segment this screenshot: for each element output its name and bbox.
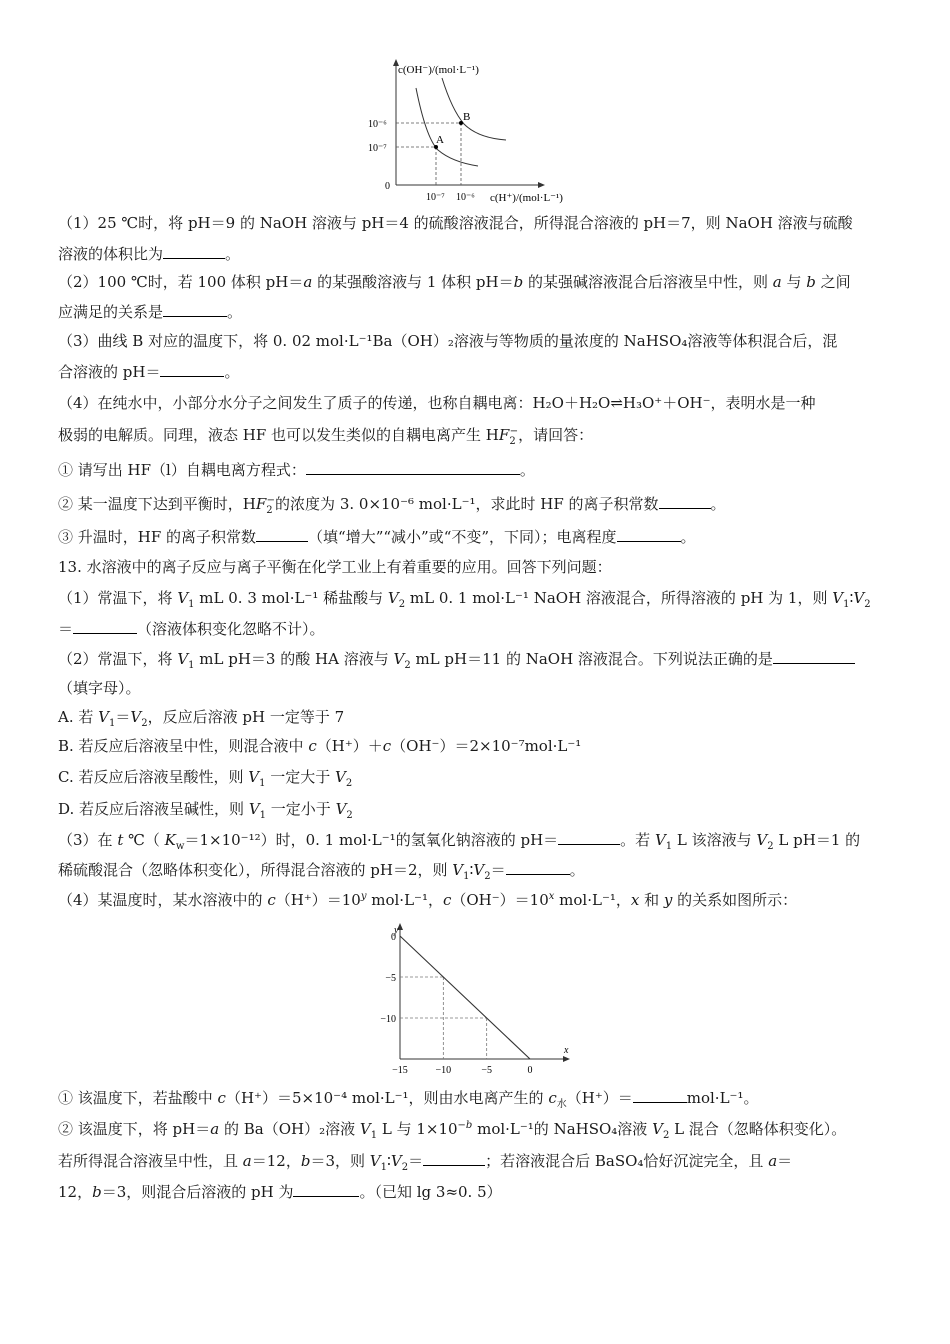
q12-4-sub2: ② 某一温度下达到平衡时，$HF_2^-$的浓度为 3. 0×10⁻⁶ mol·L⁻¹，求此时 HF 的离子积常数 。 [58,492,726,515]
fig1-curve-a [416,88,478,166]
fig1-curve-b [442,78,506,140]
fig2-x-arrow [563,1056,570,1062]
fig1-label-a: A [436,134,444,146]
fig1-x-tick-left: 10⁻⁷ [426,192,445,203]
q12-2-line2: 应满足的关系是 。 [58,300,242,323]
q13-4-line1: （4）某温度时，某水溶液中的 $c(H^+)=10^y$ mol·L⁻¹，$c(OH^-)=10^x$ mol·L⁻¹，x 和 y 的关系如图所示： [58,891,798,909]
fig2-x-axis-label: x [564,1045,569,1056]
fig1-x-axis-label: c(H⁺)/(mol·L⁻¹) [490,192,563,204]
q12-4-line2: 极弱的电解质。同理，液态 HF 也可以发生类似的自耦电离产生 $HF_2^-$，请回答： [58,426,594,447]
q13-option-d: D. 若反应后溶液呈碱性，则 $V_1$ 一定小于 $V_2$ [58,800,353,821]
fig2-x-tick-label: −5 [481,1065,492,1076]
fig1-label-b: B [463,111,471,123]
q13-4-sub1: ① 该温度下，若盐酸中 c（H⁺）＝5×10⁻⁴ mol·L⁻¹，则由水电离产生的 $c_水(H^+)= mol\cdot L^{-1}$。 [58,1086,758,1109]
fig1-origin: 0 [385,181,390,192]
q13-1-line1: （1）常温下，将 $V_1$ mL 0. 3 mol·L⁻¹ 稀盐酸与 $V_2$ mL 0. 1 mol·L⁻¹ NaOH 溶液混合，所得溶液的 pH 为 1，则 $V_1∶V_2$ [58,589,871,610]
q13-2-line1: （2）常温下，将 $V_1$ mL pH＝3 的酸 HA 溶液与 $V_2$ mL pH＝11 的 NaOH 溶液混合。下列说法正确的是 [58,647,855,670]
figure-1-ion-product-curves [360,58,590,206]
fig1-x-arrow [538,182,545,188]
q12-4-sub3: ③ 升温时，HF 的离子积常数 （填“增大”“减小”或“不变”，下同）；电离程度 。 [58,525,696,548]
fig1-y-tick-upper: 10⁻⁶ [368,119,387,130]
fig2-y-axis-label: y [394,925,399,936]
fig2-y-tick-label: 0 [391,932,396,943]
fig1-x-tick-right: 10⁻⁶ [456,192,475,203]
q13-3-line2: 稀硫酸混合（忽略体积变化），所得混合溶液的 pH＝2，则 $V_1∶V_2=$ 。 [58,858,585,881]
q13-option-c: C. 若反应后溶液呈酸性，则 $V_1$ 一定大于 $V_2$ [58,768,353,789]
q13-3-line1: （3）在 t ℃（ $K_w=1\times 10^{-12}$）时，0. 1 mol·L⁻¹的氢氧化钠溶液的 pH＝ 。若 $V_1$ L 该溶液与 $V_2$ L pH＝1 的 [58,828,860,851]
q13-option-b: B. 若反应后溶液呈中性，则混合液中 c（H⁺）＋c（OH⁻）＝2×10⁻⁷mol·L⁻¹ [58,737,582,755]
q13-heading: 13. 水溶液中的离子反应与离子平衡在化学工业上有着重要的应用。回答下列问题： [58,558,612,576]
q12-4-line1: （4）在纯水中，小部分水分子之间发生了质子的传递，也称自耦电离：H₂O＋H₂O⇌H₃O⁺＋OH⁻，表明水是一种 [58,394,816,412]
fig2-x-tick-label: −10 [435,1065,452,1076]
q12-1-line2: 溶液的体积比为 。 [58,242,240,265]
q13-option-a: A. 若 $V_1=V_2$，反应后溶液 pH 一定等于 7 [58,708,345,729]
q13-4-sub2-line3: 12，b＝3，则混合后溶液的 pH 为 。（已知 lg 3≈0. 5） [58,1180,502,1203]
fig2-data-line [400,936,530,1059]
q13-1-line2: ＝ （溶液体积变化忽略不计）。 [58,617,325,640]
fig2-x-tick-label: −15 [392,1065,408,1076]
fig2-y-tick-label: −10 [380,1014,396,1025]
figure-2-x-y-relation [370,922,580,1077]
q12-4-sub1: ① 请写出 HF（l）自耦电离方程式： 。 [58,458,535,481]
q13-2-line2: （填字母）。 [58,679,141,697]
q13-4-sub2: ② 该温度下，将 pH＝a 的 Ba（OH）₂溶液 $V_1$ L 与 $1\times 10^{-b}$ mol·L⁻¹的 NaHSO₄溶液 $V_2$ L 混合（忽略体积变化）。 [58,1120,847,1141]
fig1-y-tick-lower: 10⁻⁷ [368,143,387,154]
q13-4-sub2-line2: 若所得混合溶液呈中性，且 a＝12，b＝3，则 $V_1∶V_2=$ ；若溶液混合后 BaSO₄恰好沉淀完全，且 a＝ [58,1149,792,1172]
fig2-y-tick-label: −5 [385,973,396,984]
fig1-y-axis-label: c(OH⁻)/(mol·L⁻¹) [398,64,479,76]
q12-2-line1: （2）100 ℃时，若 100 体积 pH＝a 的某强酸溶液与 1 体积 pH＝b 的某强碱溶液混合后溶液呈中性，则 a 与 b 之间 [58,273,851,291]
q12-3-line2: 合溶液的 pH＝ 。 [58,360,239,383]
q12-3-line1: （3）曲线 B 对应的温度下，将 0. 02 mol·L⁻¹Ba（OH）₂溶液与等物质的量浓度的 NaHSO₄溶液等体积混合后，混 [58,332,838,350]
q12-1-line1: （1）25 ℃时，将 pH＝9 的 NaOH 溶液与 pH＝4 的硫酸溶液混合，所得混合溶液的 pH＝7，则 NaOH 溶液与硫酸 [58,214,853,232]
fig2-x-tick-label: 0 [527,1065,533,1076]
